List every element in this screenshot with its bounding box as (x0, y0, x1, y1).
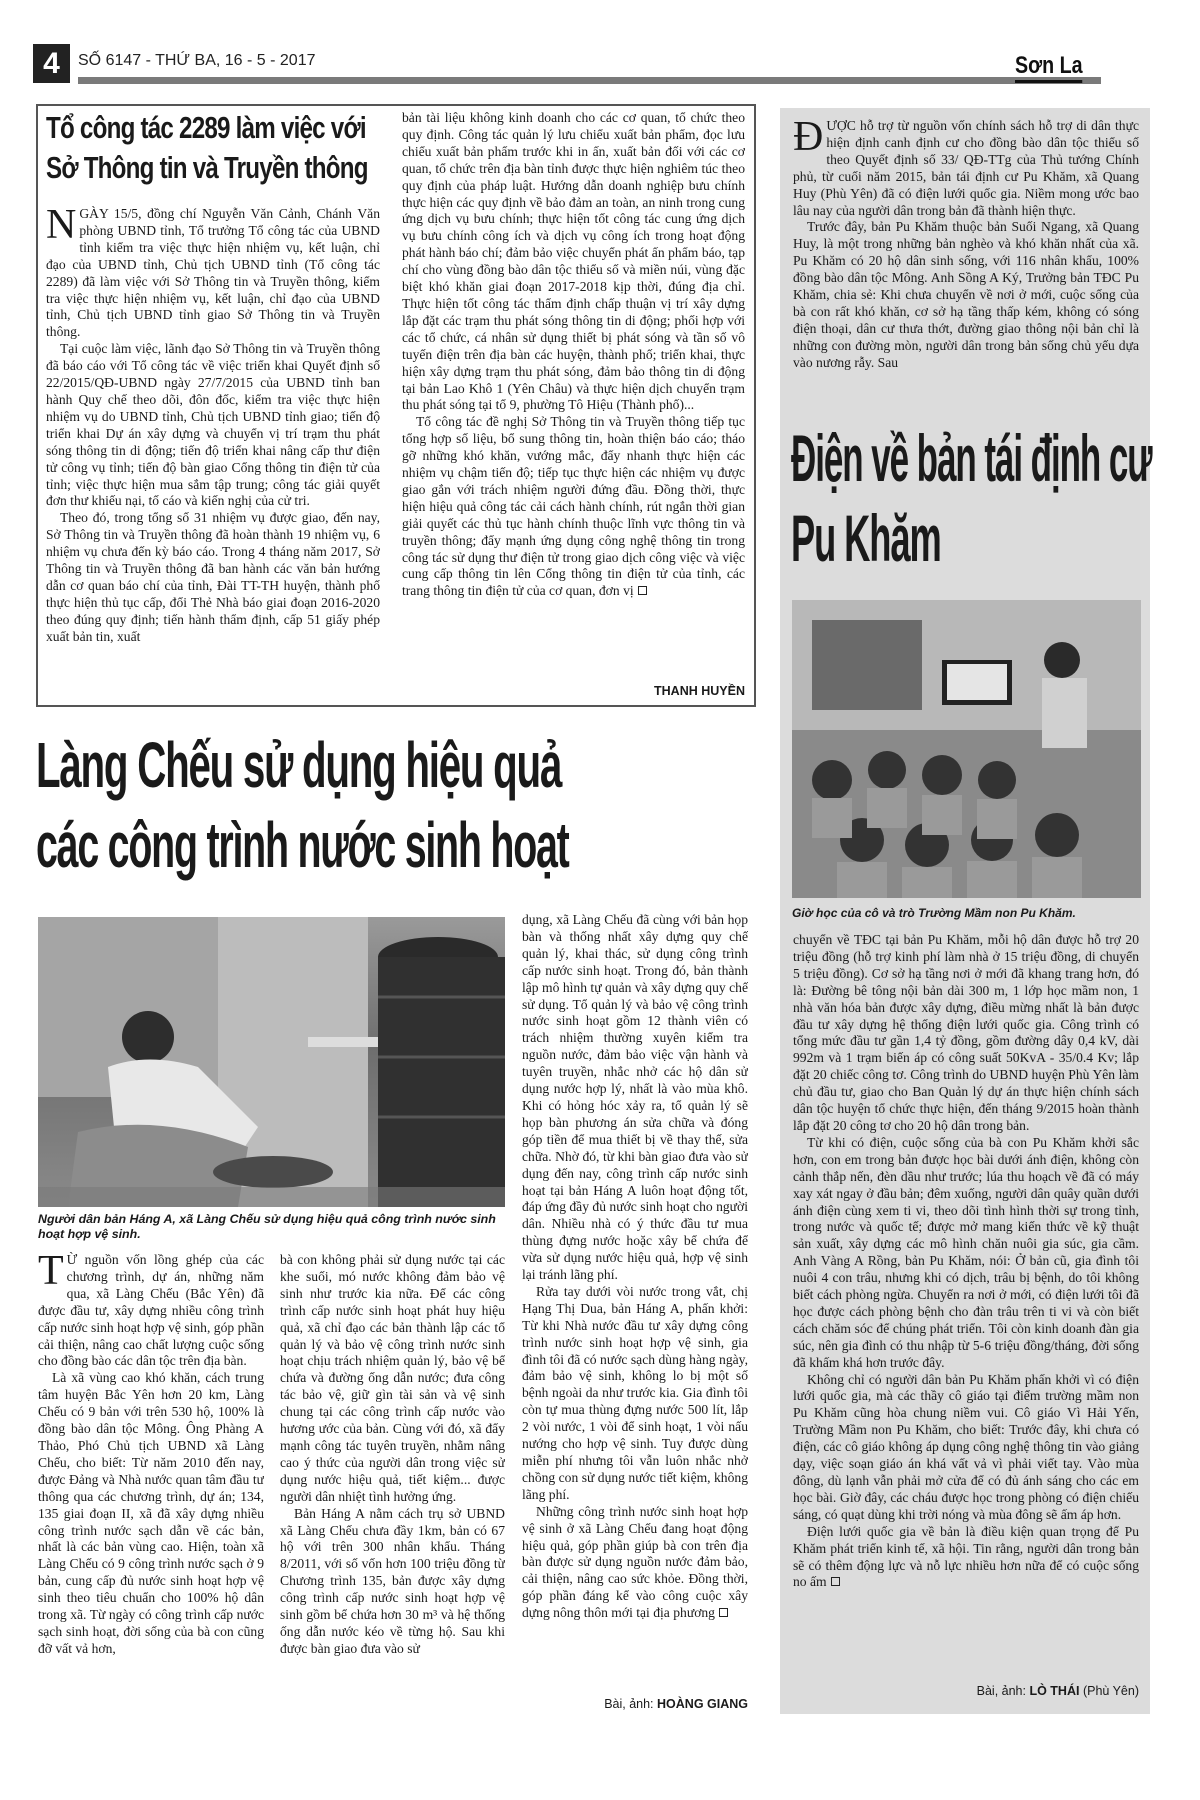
article2-column2 (280, 1252, 505, 1722)
author-location: (Phù Yên) (1082, 1684, 1139, 1698)
article2-paragraph: bà con không phải sử dụng nước tại các khe suối, mó nước không đảm bảo vệ sinh như trước kia nữa. Để các công trình cấp nước sinh hoạt phát huy hiệu quả, xã chỉ đạo các bản thành lập các tổ quản lý và bảo vệ công trình nước sinh hoạt chịu trách nhiệm quản lý, bảo vệ bể chứa và đường ống dẫn nước; đưa công tác bảo vệ, giữ gìn tài sản và vệ sinh chung tại các công trình cấp nước vào hương ước của bản. Cùng với đó, xã đẩy mạnh công tác tuyên truyền, nhằm nâng cao ý thức của người dân trong việc sử dụng nước hiệu quả, tiết kiệm... được người dân nhiệt tình hưởng ứng. (280, 1252, 505, 1504)
article2-paragraph: Rửa tay dưới vòi nước trong vắt, chị Hạng Thị Dua, bản Háng A, phấn khởi: Từ khi Nhà nước đầu tư xây dựng công trình nước sinh hoạt hợp vệ sinh, gia đình tôi đã có nước sạch dùng hàng ngày, đảm bảo vệ sinh, không lo bị một số bệnh ngoài da như trước kia. Gia đình tôi còn tự mua thùng đựng nước 500 lít, lắp 2 vòi nước, 1 vòi để sinh hoạt, 1 vòi nấu nướng cho hợp vệ sinh. Tuy được dùng miễn phí nhưng tôi vẫn luôn nhắc nhở chồng con sử dụng nước tiết kiệm, không lãng phí. (522, 1283, 748, 1502)
article3-intro (793, 118, 1139, 408)
header-rule (78, 77, 1101, 84)
article3-paragraph: Điện lưới quốc gia về bản là điều kiện quan trọng để Pu Khăm phát triển kinh tế, xã hội. Tin rằng, người dân trong bản sẽ có thêm động lực và nỗ lực nhiều hơn nữa để có cuộc sống no ấm (793, 1523, 1139, 1590)
article3-body (793, 932, 1139, 1700)
page-number: 4 (43, 47, 60, 80)
article1-author (605, 684, 745, 698)
article1-column2 (402, 110, 745, 688)
article1-paragraph: GÀY 15/5, đồng chí Nguyễn Văn Cảnh, Chánh Văn phòng UBND tỉnh, Tổ trưởng Tổ công tác của UBND tỉnh kiểm tra việc thực hiện nhiệm vụ, kết luận, chỉ đạo của UBND tỉnh, Chủ tịch UBND tỉnh (Tổ công tác 2289) đã làm việc với Sở Thông tin và Truyền thông, kiểm tra việc thực hiện nhiệm vụ, kết luận, chỉ đạo của UBND tỉnh, Chủ tịch UBND tỉnh giao Sở Thông tin và Truyền thông. (46, 206, 380, 340)
article3-paragraph: Trước đây, bản Pu Khăm thuộc bản Suối Ngang, xã Quang Huy, là một trong những bản nghèo và khó khăn nhất của xã. Pu Khăm có 20 hộ dân sinh sống, với 116 nhân khẩu, 100% đồng bào dân tộc Mông. Anh Sồng A Ký, Trưởng bản TĐC Pu Khăm, chia sẻ: Khi chưa chuyển về nơi ở mới, cuộc sống của bà con rất khó khăn, cơ sở hạ tầng thấp kém, không có sóng điện thoại, dân cư thưa thớt, đường giao thông nội bản chỉ là những con đường mòn, người dân trong bản sống chủ yếu dựa vào nương rẫy. Sau (793, 219, 1139, 370)
article2-column3 (522, 912, 748, 1698)
article1-dropcap: N (46, 206, 77, 248)
article2-paragraph: dụng, xã Làng Chếu đã cùng với bản họp bàn và thống nhất xây dựng quy chế quản lý, khai thác, sử dụng công trình cấp nước sinh hoạt. Trong đó, bản thành lập mô hình tự quản và xây dựng quy chế sử dụng. Tổ quản lý và bảo vệ công trình nước sinh hoạt gồm 12 thành viên có trách nhiệm thường xuyên kiểm tra nguồn nước, đảm bảo việc vận hành và tuyên truyền, nhắc nhở các hộ dân sử dụng nước hợp lý, nhất là vào mùa khô. Khi có hỏng hóc xảy ra, tổ quản lý sẽ họp bàn phương án sửa chữa và đóng góp tiền để mua thiết bị về thay thế, sửa chữa. Nhờ đó, từ khi bàn giao đưa vào sử dụng đến nay, công trình cấp nước sinh hoạt tại bản Háng A luôn hoạt động tốt, đáp ứng đầy đủ nước sinh hoạt cho người dân. Nhiều nhà có ý thức đầu tư mua thùng đựng nước hoặc xây bể chứa để vừa sử dụng nước hiệu quả, hợp vệ sinh lại tránh lãng phí. (522, 912, 748, 1283)
article3-title-line1: Điện về bản tái định cư (791, 421, 1152, 495)
section-name: Sơn La (1015, 52, 1083, 83)
article3-dropcap: Đ (793, 118, 824, 160)
article2-paragraph: Là xã vùng cao khó khăn, cách trung tâm huyện Bắc Yên hơn 20 km, Làng Chếu có 9 bản với trên 530 hộ, 100% là đồng bào dân tộc Mông. Ông Phàng A Thảo, Phó Chủ tịch UBND xã Làng Chếu, cho biết: Từ năm 2010 đến nay, được Đảng và Nhà nước quan tâm đầu tư thông qua các chương trình, dự án; 134, 135 giai đoạn II, xã đã xây dựng nhiều công trình nước sạch dẫn về các bản, nhất là các bản vùng cao. Hiện, toàn xã Làng Chếu có 9 công trình nước sạch ở 9 bản, cung cấp đủ nước sinh hoạt hợp vệ sinh theo tiêu chuẩn cho 100% hộ dân trong xã. Từ ngày có công trình cấp nước sạch sinh hoạt, đời sống của bà con cũng đỡ vất vả hơn, (38, 1370, 264, 1656)
article2-byline (522, 1697, 748, 1711)
article2-paragraph: Bản Háng A nằm cách trụ sở UBND xã Làng Chếu chưa đầy 1km, bản có 67 hộ với trên 300 nhân khẩu. Tháng 8/2011, với số vốn hơn 100 triệu đồng từ Chương trình 135, bản được xây dựng công trình cấp nước sinh hoạt hợp vệ sinh gồm bể chứa hơn 30 m³ và hệ thống ống dẫn nước kéo về từng hộ. Sau khi được bàn giao đưa vào sử (280, 1505, 505, 1656)
classroom-photo (792, 600, 1141, 898)
article2-paragraph: Những công trình nước sinh hoạt hợp vệ sinh ở xã Làng Chếu đang hoạt động hiệu quả, góp phần giúp bà con trên địa bàn được sử dụng nguồn nước đảm bảo, cải thiện, nâng cao sức khỏe. Đồng thời, góp phần đáng kể vào công cuộc xây dựng nông thôn mới tại địa phương (522, 1503, 748, 1621)
article2-column1 (38, 1252, 264, 1722)
author-name: HOÀNG GIANG (657, 1697, 748, 1711)
article1-paragraph: Tổ công tác đề nghị Sở Thông tin và Truyền thông tiếp tục tổng hợp số liệu, bổ sung thông tin, hoàn thiện báo cáo; tháo gỡ những khó khăn, vướng mắc, đẩy nhanh thực hiện các nhiệm vụ chậm tiến độ; tiếp tục thực hiện các nhiệm vụ được giao gắn với trách nhiệm người đứng đầu. Đồng thời, thực hiện hiệu quả công tác cải cách hành chính, rút ngắn thời gian giải quyết các thủ tục hành chính thuộc lĩnh vực thông tin và truyền thông; đẩy mạnh ứng dụng công nghệ thông tin trong công tác sử dụng thư điện tử trong giao dịch công việc và việc cung cấp thông tin lên Cổng thông tin điện tử của tỉnh, các trang thông tin điện tử của cơ quan, đơn vị (402, 414, 745, 599)
author-name: THANH HUYỀN (654, 684, 745, 698)
article1-paragraph: Tại cuộc làm việc, lãnh đạo Sở Thông tin và Truyền thông đã báo cáo với Tổ công tác về việc triển khai Quyết định số 22/2015/QĐ-UBND ngày 27/7/2015 của UBND tỉnh ban hành Quy chế theo dõi, đôn đốc, kiểm tra việc thực hiện nhiệm vụ do UBND tỉnh, Chủ tịch UBND tỉnh giao; tiến độ triển khai Dự án xây dựng và chuyển vị trí trạm thu phát sóng thông tin di động; tiến độ triển khai nâng cấp thư điện tử công vụ tỉnh; tiến độ bàn giao Cổng thông tin điện tử của tỉnh; việc thực hiện mua sắm tập trung; công tác giải quyết đơn thư khiếu nại, tố cáo và kiến nghị của cử tri. (46, 341, 380, 509)
page-number-box (33, 44, 70, 83)
end-mark-icon (638, 586, 647, 595)
article1-title-line1: Tổ công tác 2289 làm việc với (46, 110, 366, 145)
byline-prefix: Bài, ảnh: (976, 1684, 1026, 1698)
article3-paragraph: chuyển về TĐC tại bản Pu Khăm, mỗi hộ dân được hỗ trợ 20 triệu đồng (hỗ trợ kinh phí làm nhà ở 15 triệu đồng, di chuyển 5 triệu đồng). Cơ sở hạ tầng nơi ở mới đã khang trang hơn, đó là: Đường bê tông nội bản dài 300 m, 1 lớp học mầm non, 1 nhà văn hóa bản được xây dựng, điều mừng nhất là bản được đầu tư xây dựng hệ thống điện lưới quốc gia. Công trình có tổng mức đầu tư gần 1,4 tỷ đồng, gồm đường dây 0,4 kV, dài 992m và 1 trạm biến áp có công suất 50KvA - 35/0.4 Kv; lắp đặt 20 chiếc công tơ. Công trình do UBND huyện Phù Yên làm chủ đầu tư, giao cho Ban Quản lý dự án thực hiện chính sách dân tộc huyện tổ chức thực hiện, đến tháng 9/2015 hoàn thành lắp đặt 20 công tơ cho 20 hộ dân trong bản. (793, 932, 1139, 1133)
article2-photo-caption: Người dân bản Háng A, xã Làng Chếu sử dụng hiệu quả công trình nước sinh hoạt hợp vệ sinh. (38, 1212, 496, 1241)
classroom-photo-illustration (792, 600, 1141, 898)
article3-paragraph: Không chỉ có người dân bản Pu Khăm phấn khởi vì có điện lưới quốc gia, mà các thầy cô giáo tại điểm trường mầm non Pu Khăm cũng hòa chung niềm vui. Cô giáo Vì Hải Yến, Trường Mầm non Pu Khăm, cho biết: Trước đây, khi chưa có điện, các cô giáo không áp dụng công nghệ thông tin vào giảng dạy, việc soạn giáo án khá vất vả vì phải viết tay. Vào mùa đông, dù lạnh vẫn phải mở cửa để có đủ ánh sáng cho các em học bài. Giờ đây, các cháu được học trong phòng có điện chiếu sáng, có quạt dùng khi trời nóng và mùa đông sẽ ấm áp hơn. (793, 1371, 1139, 1522)
article1-column1 (46, 206, 380, 696)
article3-paragraph: Từ khi có điện, cuộc sống của bà con Pu Khăm khởi sắc hơn, con em trong bản được học bài dưới ánh điện, không còn cảnh thắp nến, đèn dầu như trước; lúa thu hoạch về đã có máy xay xát ngay ở đầu bản; đêm xuống, người dân quây quần dưới ánh điện cùng xem ti vi, theo dõi tình hình thời sự trong tỉnh, trong nước và quốc tế; được mở mang kiến thức về kỹ thuật sản xuất, xây dựng các mô hình chăn nuôi gia súc, gia cầm. Anh Vàng A Rồng, bản Pu Khăm, nói: Ở bản cũ, gia đình tôi nuôi 4 con trâu, nhưng khi có dịch, trâu bị bệnh, do tôi không biết cách phòng ngừa. Chuyển ra nơi ở mới, có điện lưới tôi đã học được cách phòng bệnh cho đàn trâu trên ti vi và còn biết cách chăm sóc để chúng phát triển. Tôi còn kinh doanh đàn gia súc, nên gia đình có thu nhập từ 5-6 triệu đồng/tháng, đời sống đã khấm khá hơn trước đây. (793, 1134, 1139, 1370)
end-mark-icon (719, 1608, 728, 1617)
water-tank-photo (38, 917, 505, 1207)
article2-title-line2: các công trình nước sinh hoạt (36, 809, 569, 881)
article2-title-line1: Làng Chếu sử dụng hiệu quả (36, 729, 562, 801)
article2-dropcap: T (38, 1252, 64, 1294)
water-tank-photo-illustration (38, 917, 505, 1207)
article3-paragraph: ƯỢC hỗ trợ từ nguồn vốn chính sách hỗ trợ di dân thực hiện định canh định cư cho đồng bào dân tộc thiểu số theo Quyết định số 33/ QĐ-TTg của Thủ tướng Chính phủ, từ cuối năm 2015, bản tái định cư Pu Khăm, xã Quang Huy (Phù Yên) đã có điện lưới quốc gia. Niềm mong ước bao lâu nay của người dân trong bản đã thành hiện thực. (793, 118, 1139, 218)
article3-byline (900, 1684, 1139, 1698)
article3-photo-caption: Giờ học của cô và trò Trường Mầm non Pu Khăm. (792, 906, 1076, 920)
issue-line: SỐ 6147 - THỨ BA, 16 - 5 - 2017 (78, 52, 316, 69)
article1-paragraph: bản tài liệu không kinh doanh cho các cơ quan, tổ chức theo quy định. Công tác quản lý lưu chiểu xuất bản phẩm, đọc lưu chiểu xuất bản phẩm trước khi in ấn, xuất bản đối với các cơ quan, tổ chức trên địa bàn tỉnh được thực hiện nghiêm túc theo quy định của pháp luật. Hướng dẫn doanh nghiệp bưu chính thực hiện các quy định về bảo đảm an toàn, an ninh trong cung ứng dịch vụ bưu chính; thực hiện tốt công tác cung ứng dịch vụ bưu chính công ích và dịch vụ công ích trong hoạt động phát hành báo chí; đảm bảo việc chuyển phát ấn phẩm báo, tạp chí cho vùng đồng bào dân tộc thiểu số và miền núi, vùng đặc biệt khó khăn giai đoạn 2017-2018 kịp thời, đúng địa chỉ. Thực hiện tốt công tác thẩm định chấp thuận vị trí xây dựng lắp đặt các trạm thu phát sóng thông tin di động; phối hợp với các tổ chức, cá nhân sử dụng thiết bị phát sóng và tần số vô tuyến điện trên địa bàn các huyện, thành phố; triển khai, thực hiện xây dựng trạm thu phát sóng, đảm bảo thông tin di động tại bản Lao Khô 1 (Yên Châu) và thực hiện dịch chuyển trạm thu phát sóng tại tổ 9, phường Tô Hiệu (Thành phố)... (402, 110, 745, 413)
byline-prefix: Bài, ảnh: (604, 1697, 654, 1711)
article3-title-line2: Pu Khăm (791, 501, 941, 575)
article1-title-line2: Sở Thông tin và Truyền thông (46, 150, 368, 185)
author-name: LÒ THÁI (1029, 1684, 1080, 1698)
article1-paragraph: Theo đó, trong tổng số 31 nhiệm vụ được giao, đến nay, Sở Thông tin và Truyền thông đã hoàn thành 19 nhiệm vụ, 6 nhiệm vụ chưa đến kỳ báo cáo. Trong 4 tháng năm 2017, Sở Thông tin và Truyền thông đã ban hành các văn bản hướng dẫn cơ quan báo chí của tỉnh, Đài TT-TH huyện, thành phố thực hiện thủ tục cấp, đổi Thẻ Nhà báo giai đoạn 2016-2020 theo đúng quy định; tiến hành thẩm định, cấp 51 giấy phép xuất bản tin, xuất (46, 510, 380, 644)
end-mark-icon (831, 1577, 840, 1586)
article2-paragraph: Ừ nguồn vốn lồng ghép của các chương trình, dự án, những năm qua, xã Làng Chếu (Bắc Yên) đã được đầu tư, xây dựng nhiều công trình cấp nước sinh hoạt hợp vệ sinh, góp phần cải thiện, nâng cao chất lượng cuộc sống cho đồng bào các dân tộc trên địa bàn. (38, 1252, 264, 1369)
